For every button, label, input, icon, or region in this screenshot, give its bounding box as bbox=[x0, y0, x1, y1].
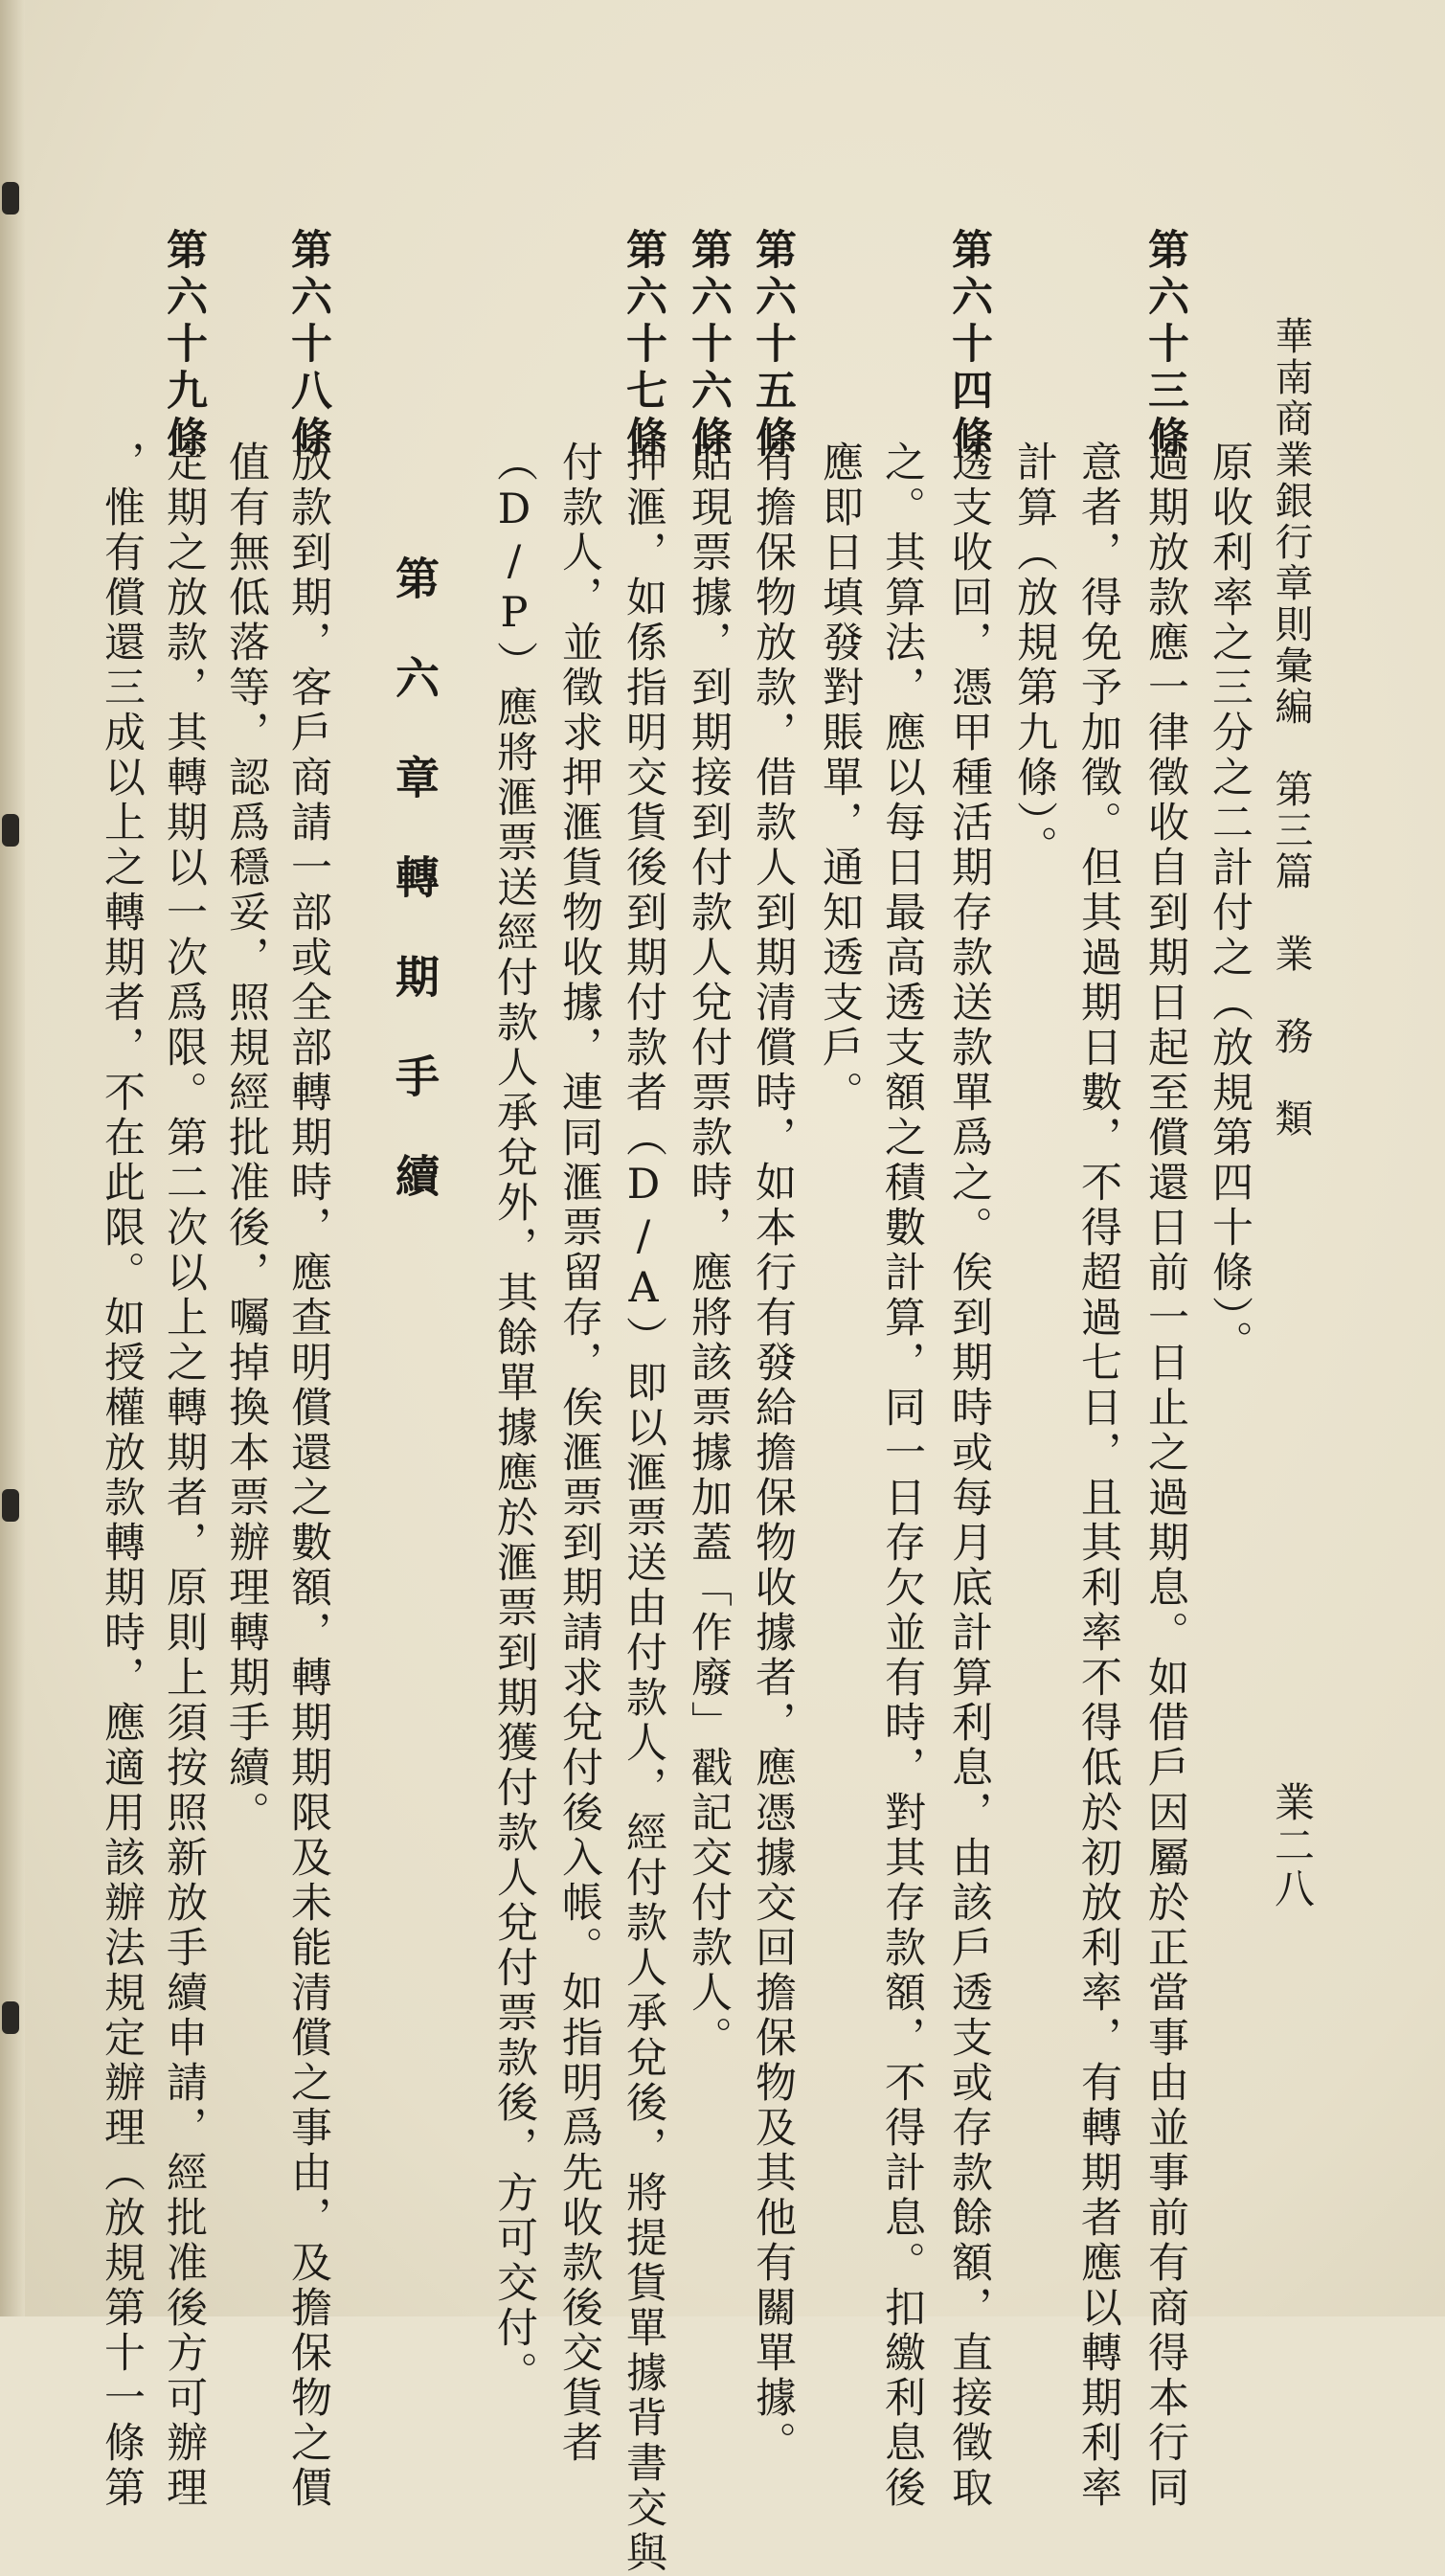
text-line: 定期之放款，其轉期以一次爲限。第二次以上之轉期者，原則上須按照新放手續申請，經批准後方可辦理 bbox=[160, 441, 208, 2511]
article-label-63: 第六十三條 bbox=[1141, 228, 1189, 463]
text-line: 意者，得免予加徵。但其過期日數，不得超過七日，且其利率不得低於初放利率，有轉期者應以轉期利率 bbox=[1074, 441, 1122, 2511]
binding-hole bbox=[2, 182, 19, 215]
text-line: 原收利率之三分之二計付之（放規第四十條）。 bbox=[1206, 441, 1253, 1366]
text-line: 貼現票據，到期接到付款人兌付票款時，應將該票據加蓋「作廢」戳記交付款人。 bbox=[685, 441, 733, 2061]
text-line: 之。其算法，應以每日最高透支額之積數計算，同一日存欠並有時，對其存款額，不得計息。扣繳利息後 bbox=[878, 441, 926, 2511]
chapter-title: 第六章轉期手續 bbox=[389, 555, 440, 1253]
page-number: 業二八 bbox=[1269, 1781, 1316, 1910]
text-line: 有擔保物放款，借款人到期清償時，如本行有發給擔保物收據者，應憑據交回擔保物及其他有關單據。 bbox=[749, 441, 797, 2466]
binding-hole bbox=[2, 2001, 19, 2034]
article-label-65: 第六十五條 bbox=[749, 228, 797, 463]
article-label-66: 第六十六條 bbox=[685, 228, 733, 463]
article-label-67: 第六十七條 bbox=[620, 228, 667, 463]
text-line: 值有無低落等，認爲穩妥，照規經批准後，囑掉換本票辦理轉期手續。 bbox=[222, 441, 270, 1836]
binding-hole bbox=[2, 1489, 19, 1522]
article-label-69: 第六十九條 bbox=[160, 228, 208, 463]
text-line: 付款人，並徵求押滙貨物收據，連同滙票留存，俟滙票到期請求兌付後入帳。如指明爲先收款後交貨者 bbox=[555, 441, 603, 2466]
text-line: ，惟有償還三成以上之轉期者，不在此限。如授權放款轉期時，應適用該辦法規定辦理（放規第十一條第 bbox=[98, 441, 146, 2511]
text-line: （D/P）應將滙票送經付款人承兌外，其餘單據應於滙票到期獲付款人兌付票款後，方可交付。 bbox=[490, 441, 538, 2396]
running-title: 華南商業銀行章則彙編 第三篇 業 務 類 bbox=[1269, 316, 1313, 1140]
article-label-64: 第六十四條 bbox=[945, 228, 993, 463]
text-line: 計算（放規第九條）。 bbox=[1010, 441, 1058, 870]
text-line: 押滙，如係指明交貨後到期付款者（D/A）即以滙票送由付款人，經付款人承兌後，將提貨單據背書交與 bbox=[620, 441, 667, 2576]
binding-hole bbox=[2, 814, 19, 847]
text-line: 過期放款應一律徵收自到期日起至償還日前一日止之過期息。如借戶因屬於正當事由並事前有商得本行同 bbox=[1141, 441, 1189, 2511]
text-line: 放款到期，客戶商請一部或全部轉期時，應查明償還之數額，轉期期限及未能清償之事由，及擔保物之價 bbox=[284, 441, 332, 2511]
text-line: 應即日填發對賬單，通知透支戶。 bbox=[816, 441, 864, 1116]
article-label-68: 第六十八條 bbox=[284, 228, 332, 463]
text-line: 透支收回，憑甲種活期存款送款單爲之。俟到期時或每月底計算利息，由該戶透支或存款餘額，直接徵取 bbox=[945, 441, 993, 2511]
binding-edge bbox=[0, 0, 25, 2316]
